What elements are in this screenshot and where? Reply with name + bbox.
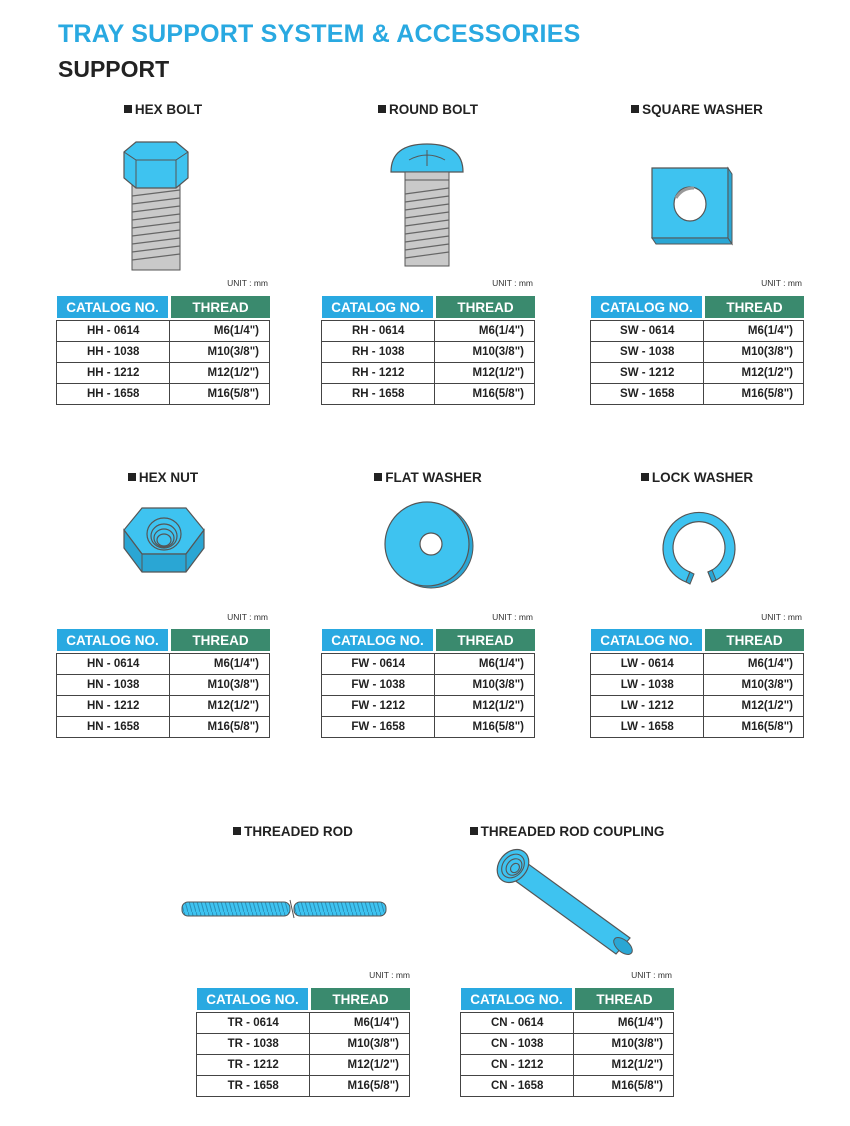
table-row: FW - 1658 M16(5/8") — [322, 716, 535, 737]
product-threaded-rod — [186, 824, 410, 1104]
thread-header: THREAD — [704, 629, 804, 651]
table-row: HH - 1212 M12(1/2") — [57, 362, 270, 383]
table-row: LW - 0614 M6(1/4") — [591, 653, 804, 674]
thread-header: THREAD — [435, 629, 535, 651]
table-row: HN - 1658 M16(5/8") — [57, 716, 270, 737]
table-row: LW - 1658 M16(5/8") — [591, 716, 804, 737]
table-row: FW - 1038 M10(3/8") — [322, 674, 535, 695]
product-label: HEX NUT — [138, 470, 199, 485]
table-row: FW - 0614 M6(1/4") — [322, 653, 535, 674]
hex-nut-icon — [56, 498, 270, 598]
product-label: LOCK WASHER — [651, 470, 754, 485]
catalog-header: CATALOG NO. — [57, 296, 170, 318]
product-round-bolt — [321, 102, 535, 407]
catalog-table — [56, 296, 270, 405]
catalog-table — [590, 296, 804, 405]
table-row: CN - 1658 M16(5/8") — [461, 1075, 674, 1096]
lock-washer-icon — [590, 498, 804, 598]
thread-header: THREAD — [704, 296, 804, 318]
table-row: SW - 1212 M12(1/2") — [591, 362, 804, 383]
product-hex-nut — [56, 470, 270, 745]
table-row: HN - 0614 M6(1/4") — [57, 653, 270, 674]
hex-bolt-icon — [56, 132, 270, 272]
catalog-header: CATALOG NO. — [591, 629, 704, 651]
product-label: ROUND BOLT — [389, 102, 478, 117]
threaded-rod-icon — [180, 884, 394, 944]
catalog-header: CATALOG NO. — [322, 629, 435, 651]
table-row: FW - 1212 M12(1/2") — [322, 695, 535, 716]
unit-label: UNIT : mm — [492, 278, 533, 288]
thread-header: THREAD — [170, 296, 270, 318]
table-row: LW - 1212 M12(1/2") — [591, 695, 804, 716]
catalog-header: CATALOG NO. — [197, 988, 310, 1010]
table-row: SW - 0614 M6(1/4") — [591, 320, 804, 341]
product-label: SQUARE WASHER — [642, 102, 763, 117]
table-row: HN - 1212 M12(1/2") — [57, 695, 270, 716]
thread-header: THREAD — [574, 988, 674, 1010]
table-row: RH - 1212 M12(1/2") — [322, 362, 535, 383]
unit-label: UNIT : mm — [631, 970, 672, 980]
table-row: RH - 0614 M6(1/4") — [322, 320, 535, 341]
catalog-header: CATALOG NO. — [461, 988, 574, 1010]
catalog-table — [590, 629, 804, 738]
product-threaded-rod-coupling — [460, 824, 674, 1104]
table-row: CN - 1212 M12(1/2") — [461, 1054, 674, 1075]
thread-header: THREAD — [435, 296, 535, 318]
catalog-table — [56, 629, 270, 738]
table-row: TR - 1038 M10(3/8") — [197, 1033, 410, 1054]
product-square-washer — [590, 102, 804, 407]
table-row: CN - 0614 M6(1/4") — [461, 1012, 674, 1033]
product-label: THREADED ROD — [244, 824, 353, 839]
round-bolt-icon — [321, 132, 535, 272]
table-row: SW - 1038 M10(3/8") — [591, 341, 804, 362]
table-row: HH - 0614 M6(1/4") — [57, 320, 270, 341]
unit-label: UNIT : mm — [227, 612, 268, 622]
table-row: LW - 1038 M10(3/8") — [591, 674, 804, 695]
catalog-table — [196, 988, 410, 1097]
table-row: RH - 1658 M16(5/8") — [322, 383, 535, 404]
square-washer-icon — [590, 132, 804, 272]
table-row: RH - 1038 M10(3/8") — [322, 341, 535, 362]
table-row: TR - 0614 M6(1/4") — [197, 1012, 410, 1033]
table-row: SW - 1658 M16(5/8") — [591, 383, 804, 404]
product-label: HEX BOLT — [134, 102, 203, 117]
table-row: HN - 1038 M10(3/8") — [57, 674, 270, 695]
catalog-table — [460, 988, 674, 1097]
threaded-rod-coupling-icon — [460, 846, 674, 966]
catalog-header: CATALOG NO. — [57, 629, 170, 651]
catalog-header: CATALOG NO. — [322, 296, 435, 318]
table-row: HH - 1658 M16(5/8") — [57, 383, 270, 404]
catalog-table — [321, 629, 535, 738]
table-row: TR - 1212 M12(1/2") — [197, 1054, 410, 1075]
table-row: HH - 1038 M10(3/8") — [57, 341, 270, 362]
unit-label: UNIT : mm — [761, 278, 802, 288]
unit-label: UNIT : mm — [227, 278, 268, 288]
table-row: CN - 1038 M10(3/8") — [461, 1033, 674, 1054]
thread-header: THREAD — [310, 988, 410, 1010]
flat-washer-icon — [321, 498, 535, 598]
catalog-header: CATALOG NO. — [591, 296, 704, 318]
unit-label: UNIT : mm — [492, 612, 533, 622]
unit-label: UNIT : mm — [369, 970, 410, 980]
section-title: SUPPORT — [58, 56, 170, 82]
page-title: TRAY SUPPORT SYSTEM & ACCESSORIES — [58, 20, 581, 48]
product-label: THREADED ROD COUPLING — [480, 824, 665, 839]
unit-label: UNIT : mm — [761, 612, 802, 622]
catalog-table — [321, 296, 535, 405]
product-hex-bolt — [56, 102, 270, 407]
product-flat-washer — [321, 470, 535, 745]
product-label: FLAT WASHER — [385, 470, 482, 485]
product-lock-washer — [590, 470, 804, 745]
thread-header: THREAD — [170, 629, 270, 651]
table-row: TR - 1658 M16(5/8") — [197, 1075, 410, 1096]
